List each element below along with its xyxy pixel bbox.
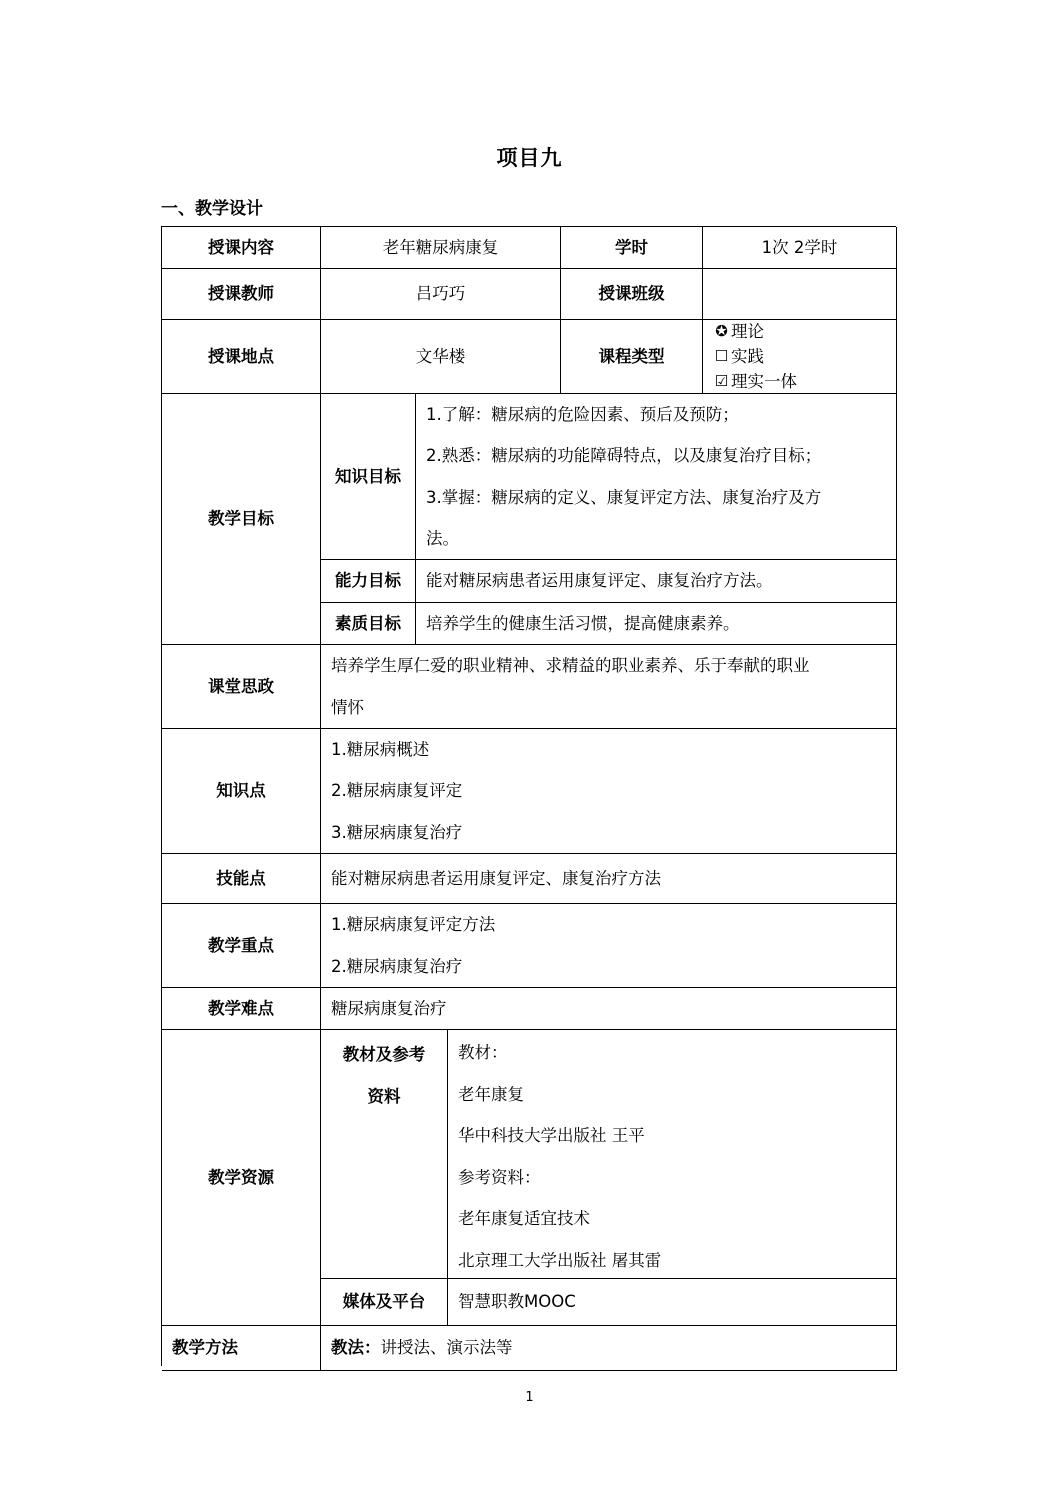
radio-selected-icon: ✪ [715, 322, 728, 340]
label-teacher: 授课教师 [162, 269, 321, 320]
knowledge-objective-text [416, 394, 897, 560]
teaching-design-table [161, 226, 896, 1366]
label-class: 授课班级 [561, 269, 703, 320]
label-hours: 学时 [561, 227, 703, 269]
label-key-points: 教学重点 [162, 904, 321, 988]
page-number: 1 [525, 1390, 534, 1405]
ideology-text [321, 645, 897, 729]
materials-line: 华中科技大学出版社 王平 [458, 1126, 645, 1145]
ability-objective-text: 能对糖尿病患者运用康复评定、康复治疗方法。 [416, 560, 897, 603]
label-ideology: 课堂思政 [162, 645, 321, 729]
label-objectives: 教学目标 [162, 394, 321, 645]
methods-value: 讲授法、演示法等 [380, 1338, 513, 1358]
materials-line: 北京理工大学出版社 屠其雷 [458, 1250, 662, 1270]
materials-line: 老年康复 [458, 1084, 524, 1104]
label-knowledge-objective: 知识目标 [321, 394, 416, 560]
option-practice[interactable] [713, 344, 896, 369]
knowledge-objective-line: 法。 [426, 529, 459, 548]
media-text: 智慧职教MOOC [448, 1279, 897, 1326]
option-integrated-label: 理实一体 [731, 372, 797, 391]
value-class [703, 269, 897, 320]
difficulties-text: 糖尿病康复治疗 [321, 988, 897, 1030]
option-theory[interactable] [713, 319, 896, 344]
label-skill-points: 技能点 [162, 854, 321, 904]
label-location: 授课地点 [162, 320, 321, 394]
knowledge-objective-line: 1.了解：糖尿病的危险因素、预后及预防； [426, 404, 739, 424]
ideology-line: 培养学生厚仁爱的职业精神、求精益的职业素养、乐于奉献的职业 [331, 656, 810, 675]
materials-line: 老年康复适宜技术 [458, 1209, 590, 1228]
materials-line: 参考资料： [458, 1167, 541, 1187]
knowledge-objective-line: 3.掌握：糖尿病的定义、康复评定方法、康复治疗及方 [426, 487, 822, 507]
label-difficulties: 教学难点 [162, 988, 321, 1030]
label-media: 媒体及平台 [321, 1279, 448, 1326]
materials-list [448, 1030, 897, 1279]
label-materials-line: 教材及参考 [342, 1045, 426, 1064]
label-ability-objective: 能力目标 [321, 560, 416, 603]
key-point-item: 1.糖尿病康复评定方法 [331, 915, 496, 934]
knowledge-points-list [321, 729, 897, 854]
label-materials [321, 1030, 448, 1279]
checkbox-empty-icon: ☐ [714, 347, 729, 365]
key-points-list [321, 904, 897, 988]
label-methods: 教学方法 [162, 1326, 321, 1371]
methods-text [321, 1326, 897, 1371]
checkbox-checked-icon: ☑ [714, 372, 729, 390]
option-practice-label: 实践 [731, 347, 764, 366]
knowledge-objective-line: 2.熟悉：糖尿病的功能障碍特点，以及康复治疗目标； [426, 446, 822, 465]
skill-points-text: 能对糖尿病患者运用康复评定、康复治疗方法 [321, 854, 897, 904]
option-integrated[interactable] [713, 369, 896, 394]
knowledge-point-item: 3.糖尿病康复治疗 [331, 822, 463, 842]
value-location: 文华楼 [321, 320, 561, 394]
key-point-item: 2.糖尿病康复治疗 [331, 956, 463, 976]
value-course-content: 老年糖尿病康复 [321, 227, 561, 269]
label-knowledge-points: 知识点 [162, 729, 321, 854]
page-title: 项目九 [496, 146, 563, 170]
value-hours: 1次 2学时 [703, 227, 897, 269]
option-theory-label: 理论 [731, 322, 764, 341]
quality-objective-text: 培养学生的健康生活习惯，提高健康素养。 [416, 603, 897, 645]
label-resources: 教学资源 [162, 1030, 321, 1326]
value-teacher: 吕巧巧 [321, 269, 561, 320]
knowledge-point-item: 1.糖尿病概述 [331, 739, 430, 759]
label-course-type: 课程类型 [561, 320, 703, 394]
section-heading: 一、教学设计 [161, 199, 263, 219]
ideology-line: 情怀 [331, 697, 364, 717]
knowledge-point-item: 2.糖尿病康复评定 [331, 781, 463, 801]
materials-line: 教材： [458, 1043, 508, 1062]
label-course-content: 授课内容 [162, 227, 321, 269]
label-quality-objective: 素质目标 [321, 603, 416, 645]
methods-prefix: 教法： [331, 1338, 381, 1358]
label-materials-line: 资料 [367, 1086, 401, 1106]
course-type-options [703, 320, 897, 394]
